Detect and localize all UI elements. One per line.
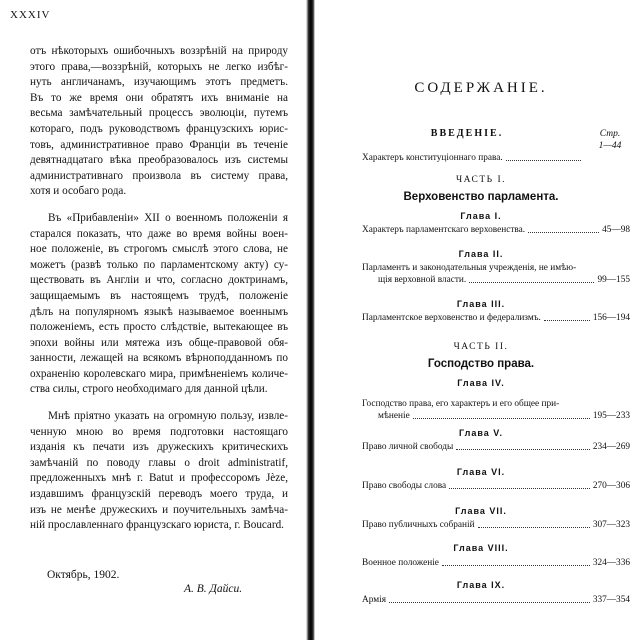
paragraph-gap xyxy=(30,398,288,409)
chapter-5-label: Глава V. xyxy=(459,428,503,438)
preface-line: защищаемымъ въ настоящемъ трудѣ, положеніе xyxy=(30,289,288,302)
preface-text xyxy=(30,44,288,534)
preface-line: издавшимъ французскій переводъ моего труда, и xyxy=(30,488,288,501)
leader-dots xyxy=(528,232,599,233)
preface-line: Въ «Прибавленіи» XII о военномъ положеніи я xyxy=(48,211,288,224)
leader-dots xyxy=(478,527,590,528)
leader-dots xyxy=(469,282,594,283)
chapter-9-label: Глава IX. xyxy=(456,580,506,590)
preface-line: предложенныхъ мнѣ г. Batut и профессоромъ Jèze, xyxy=(30,472,288,485)
preface-line: Мнѣ пріятно указать на огромную пользу, извле- xyxy=(48,410,288,423)
toc-entry-text: Господство права, его характеръ и его общее при- xyxy=(362,399,560,409)
toc-entry-ch8[interactable] xyxy=(362,557,630,569)
toc-entry-pages: 99—155 xyxy=(597,275,630,285)
book-gutter xyxy=(300,0,322,640)
toc-page-column xyxy=(590,128,630,152)
chapter-1-label: Глава I. xyxy=(460,211,502,221)
toc-entry-text: Парламентъ и законодательныя учрежденія, не имѣю- xyxy=(362,263,577,273)
toc-entry-text: Армія xyxy=(362,595,386,605)
preface-date: Октябрь, 1902. xyxy=(47,569,120,581)
toc-entry-intro[interactable] xyxy=(362,152,584,164)
chapter-8-label: Глава VIII. xyxy=(453,543,509,553)
chapter-3-label: Глава III. xyxy=(456,299,506,309)
page-number: XXXIV xyxy=(10,9,51,21)
toc-entry-ch4[interactable] xyxy=(362,398,630,422)
toc-entry-text: Характеръ конституціоннаго права. xyxy=(362,153,503,163)
leader-dots xyxy=(442,565,590,566)
toc-entry-pages: 270—306 xyxy=(592,481,630,491)
part-2-title: Господство права. xyxy=(427,358,535,370)
toc-page-label: Стр. xyxy=(599,129,621,139)
toc-intro-heading: ВВЕДЕНІЕ. xyxy=(430,128,504,139)
toc-entry-text: Право личной свободы xyxy=(362,442,454,452)
toc-entry-pages: 195—233 xyxy=(592,411,630,421)
preface-line: занности, лежащей на всякомъ вѣрноподданномъ по xyxy=(30,352,288,365)
preface-line: ное положеніе, въ строгомъ смыслѣ этого слова, не xyxy=(30,243,288,256)
chapter-2-label: Глава II. xyxy=(458,249,504,259)
preface-line: ній прославленнаго французскаго юриста, г. Boucard. xyxy=(30,519,284,532)
part-1-title: Верховенство парламента. xyxy=(403,191,559,203)
preface-line: этого права,—воззрѣній, которыхъ не легко избѣг- xyxy=(30,60,288,73)
toc-entry-pages: 234—269 xyxy=(592,442,630,452)
toc-entry-text-cont: щія верховной власти. xyxy=(378,275,467,285)
preface-line: весьма замѣчательный процессъ эволюціи, путемъ xyxy=(30,107,288,120)
preface-line: изъ не менѣе дружескихъ и поучительныхъ замѣча- xyxy=(30,503,288,516)
toc-entry-pages: 307—323 xyxy=(592,520,630,530)
preface-line: котораго, подъ руководствомъ французскихъ юрис- xyxy=(30,122,288,135)
leader-dots xyxy=(456,449,590,450)
part-2-label: ЧАСТЬ II. xyxy=(453,342,509,352)
toc-entry-text: Характеръ парламентскаго верховенства. xyxy=(362,225,526,235)
preface-line: Въ то же время они обратятъ ихъ вниманіе на xyxy=(30,91,288,104)
preface-line: изданія къ печати изъ дружескихъ критическихъ xyxy=(30,441,288,454)
toc-entry-ch6[interactable] xyxy=(362,480,630,492)
toc-entry-ch1[interactable] xyxy=(362,224,630,236)
left-page xyxy=(0,0,300,640)
gutter-shadow xyxy=(306,0,315,640)
leader-dots xyxy=(544,320,590,321)
preface-line: эпохи войны или мятежа изъ обще-правовой обя- xyxy=(30,336,288,349)
part-1-label: ЧАСТЬ I. xyxy=(455,175,507,185)
preface-line: ченную мною во время подготовки настоящаго xyxy=(30,425,288,438)
preface-line: ществовать въ Англіи и что, согласно доктринамъ, xyxy=(30,274,288,287)
preface-line: старался показать, что даже во время войны воен- xyxy=(30,227,288,240)
preface-line: административнаго произвола въ систему права, xyxy=(30,169,288,182)
chapter-6-label: Глава VI. xyxy=(456,467,506,477)
toc-entry-text-cont: мѣненіе xyxy=(378,411,410,421)
preface-line: товъ, административное право Франціи въ теченіе xyxy=(30,138,288,151)
toc-entry-pages: 156—194 xyxy=(592,313,630,323)
leader-dots xyxy=(449,488,590,489)
toc-entry-text: Право свободы слова xyxy=(362,481,447,491)
leader-dots xyxy=(413,418,590,419)
toc-title: СОДЕРЖАНІЕ. xyxy=(414,80,548,96)
preface-line: нуть англичанамъ, изучающимъ этотъ предметъ. xyxy=(30,76,288,89)
preface-line: девятнадцатаго вѣка преобразовалось изъ системы xyxy=(30,154,288,167)
preface-line: дѣлъ на популярномъ языкѣ называемое военнымъ xyxy=(30,305,288,318)
right-page xyxy=(322,0,640,640)
toc-intro-pages: 1—44 xyxy=(598,141,622,151)
toc-entry-pages: 337—354 xyxy=(592,595,630,605)
preface-line: замѣчаній по поводу главы о droit administratif, xyxy=(30,456,288,469)
preface-line: отъ нѣкоторыхъ ошибочныхъ воззрѣній на природу xyxy=(30,45,288,57)
preface-line: хотя и особаго рода. xyxy=(30,185,127,198)
toc-entry-ch2[interactable] xyxy=(362,262,630,286)
toc-entry-ch3[interactable] xyxy=(362,312,630,324)
author-signature: А. В. Дайси. xyxy=(184,583,243,595)
preface-line: охраненію королевскаго мира, примѣненіемъ количе- xyxy=(30,367,288,380)
paragraph-gap xyxy=(30,200,288,211)
toc-entry-pages: 45—98 xyxy=(602,225,630,235)
toc-entry-text: Право публичныхъ собраній xyxy=(362,520,475,530)
toc-entry-ch9[interactable] xyxy=(362,594,630,606)
toc-entry-text: Военное положеніе xyxy=(362,558,439,568)
toc-entry-pages: 324—336 xyxy=(592,558,630,568)
chapter-4-label: Глава IV. xyxy=(457,378,505,388)
chapter-7-label: Глава VII. xyxy=(455,506,507,516)
toc-entry-text: Парламентское верховенство и федерализмъ. xyxy=(362,313,541,323)
toc-entry-ch7[interactable] xyxy=(362,519,630,531)
leader-dots xyxy=(506,160,581,161)
preface-line: можетъ (развѣ только по парламентскому акту) су- xyxy=(30,258,288,271)
preface-line: положеніемъ, есть просто слѣдствіе, вытекающее въ xyxy=(30,321,288,334)
leader-dots xyxy=(389,602,590,603)
toc-entry-ch5[interactable] xyxy=(362,441,630,453)
preface-line: ства силы, строго необходимаго для данной цѣли. xyxy=(30,383,268,396)
